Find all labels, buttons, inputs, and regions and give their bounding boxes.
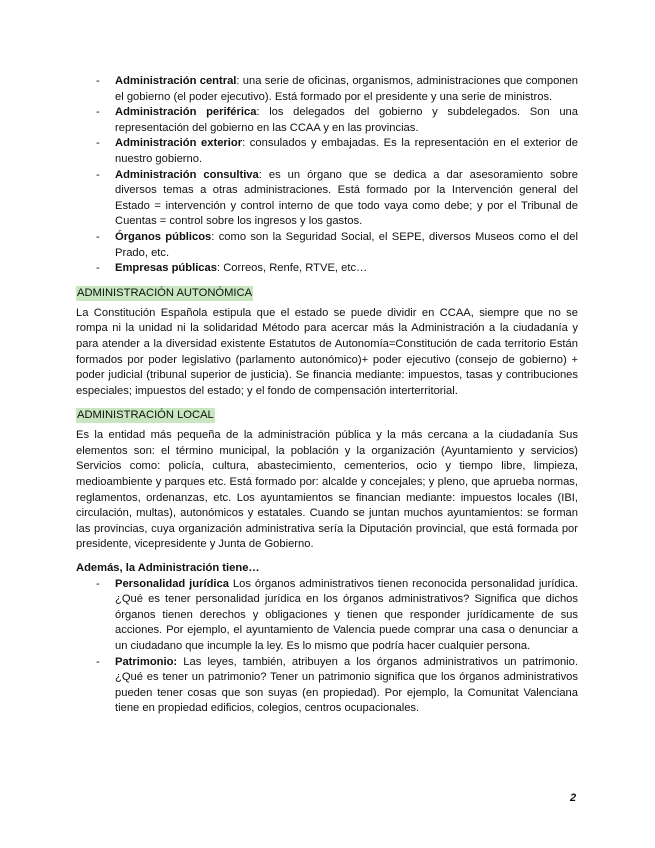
- autonomica-heading-wrap: [76, 283, 578, 301]
- list-item: [76, 655, 578, 717]
- list-item-term: Administración exterior: [115, 137, 243, 150]
- local-heading: ADMINISTRACIÓN LOCAL: [77, 409, 214, 422]
- list-item: [76, 261, 578, 277]
- bullet-dash: -: [96, 168, 100, 181]
- list-item-term: Administración central: [115, 75, 237, 87]
- list-item-text: : es un órgano que se dedica a dar asesoramiento sobre diversos temas a otras administraciones. Está formado por la Intervención general del Estado = intervención y control interno de que todo vaya como debe; y por el Tribunal de Cuentas = control sobre los ingresos y los gastos.: [115, 168, 578, 228]
- bullet-dash: -: [96, 262, 100, 275]
- document-page: [76, 74, 578, 717]
- list-item: [76, 74, 578, 105]
- list-item-term: Patrimonio:: [115, 655, 178, 668]
- local-paragraph: Es la entidad más pequeña de la administración pública y la más cercana a la ciudadanía Sus elementos son: el término municipal, la población y la organización (Ayuntamiento y servicios) Servicios como: policía, cultura, abastecimiento, cementerios, ocio y tiempo libre, limpieza, medioambiente y parques etc. Está formado por: alcalde y concejales; y pleno, que aprueba normas, reglamentos, ordenanzas, etc. Los ayuntamientos se financian mediante: impuestos locales (IBI, circulación, multas), autonómicos y estatales. Cuando se juntan muchos ayuntamientos: se forman las provincias, cuya organización administrativa sería la Diputación provincial, que está formada por presidente, vicepresidente y Junta de Gobierno.: [76, 429, 578, 551]
- list-item-text: Los órganos administrativos tienen reconocida personalidad jurídica. ¿Qué es tener personalidad jurídica en los órganos administrativos? Significa que dichos órganos tienen derechos y obligaciones y tienen que responder jurídicamente de sus acciones. Por ejemplo, el ayuntamiento de Valencia puede comprar una casa o denunciar a un ciudadano que incumple la ley. Es lo mismo que podría hacer cualquier persona.: [115, 577, 578, 652]
- page-number: 2: [570, 792, 577, 804]
- local-heading-wrap: [76, 405, 578, 423]
- bullet-dash: -: [96, 655, 100, 668]
- autonomica-heading: ADMINISTRACIÓN AUTONÓMICA: [77, 286, 253, 299]
- list-item-text: : Correos, Renfe, RTVE, etc…: [216, 262, 368, 275]
- list-item: [76, 105, 578, 136]
- list-item-term: Empresas públicas: [115, 262, 217, 275]
- autonomica-paragraph: La Constitución Española estipula que el estado se puede dividir en CCAA, siempre que no se rompa ni la unidad ni la solidaridad Método para acercar más la Administración a la ciudadanía y para atender a la diversidad existente Estatutos de Autonomía=Constitución de cada territorio Están formados por poder legislativo (parlamento autonómico)+ poder ejecutivo (consejo de gobierno) + poder judicial (tribunal superior de justicia). Se financia mediante: impuestos, tasas y contribuciones especiales; impuestos del estado; y el fondo de compensación interterritorial.: [76, 306, 578, 397]
- list-item: [76, 136, 578, 167]
- list-item: [76, 577, 578, 655]
- list-item-text: : los delegados del gobierno y subdelegados. Son una representación del gobierno en las CCAA y en las provincias.: [115, 106, 579, 134]
- list-item-text: : como son la Seguridad Social, el SEPE, diversos Museos como el del Prado, etc.: [115, 230, 578, 259]
- bullet-dash: -: [96, 577, 100, 590]
- list-item: [76, 168, 578, 230]
- list-item-text: : una serie de oficinas, organismos, administraciones que componen el gobierno (el poder ejecutivo). Está formado por el presidente y una serie de ministros.: [115, 75, 578, 103]
- list-item-text: Las leyes, también, atribuyen a los órganos administrativos un patrimonio. ¿Qué es tener un patrimonio? Tener un patrimonio significa que los órganos administrativos pueden tener cosas que son suyas (en propiedad). Por ejemplo, la Comunitat Valenciana tiene en propiedad edificios, colegios, centros ocupacionales.: [115, 655, 578, 715]
- list-item-term: Órganos públicos: [115, 230, 212, 243]
- list-item-term: Administración periférica: [115, 106, 257, 119]
- admin-types-list: [76, 74, 578, 277]
- bullet-dash: -: [96, 137, 100, 150]
- bullet-dash: -: [96, 230, 100, 243]
- list-item-term: Administración consultiva: [115, 168, 259, 181]
- list-item-term: Personalidad jurídica: [115, 577, 229, 590]
- bullet-dash: -: [96, 75, 100, 87]
- list-item-text: : consulados y embajadas. Es la representación en el exterior de nuestro gobierno.: [115, 137, 578, 165]
- list-item: [76, 230, 578, 261]
- bullet-dash: -: [96, 106, 100, 119]
- ademas-title: Además, la Administración tiene…: [76, 562, 260, 575]
- ademas-list: [76, 577, 578, 717]
